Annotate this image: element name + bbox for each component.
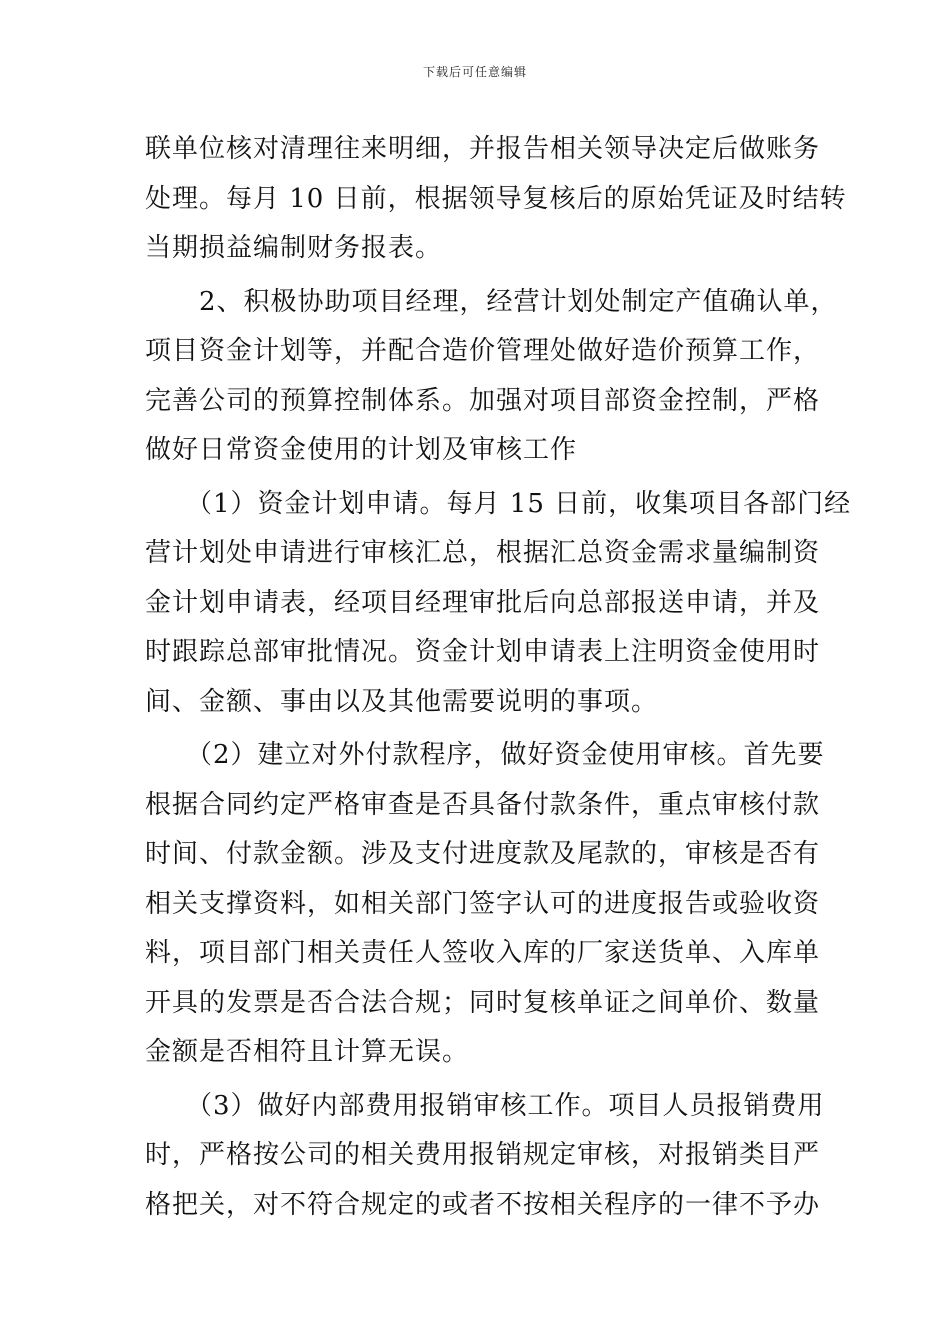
text-line: 处理。每月 10 日前，根据领导复核后的原始凭证及时结转 xyxy=(145,183,847,214)
text-line: 间、金额、事由以及其他需要说明的事项。 xyxy=(145,686,659,717)
text-line: （3）做好内部费用报销审核工作。项目人员报销费用 xyxy=(145,1090,825,1121)
text-line: （1）资金计划申请。每月 15 日前，收集项目各部门经 xyxy=(145,488,852,519)
text-line: 项目资金计划等，并配合造价管理处做好造价预算工作， xyxy=(145,336,821,366)
text-line: 2、积极协助项目经理，经营计划处制定产值确认单， xyxy=(145,286,838,317)
document-body xyxy=(145,125,852,1230)
paragraph xyxy=(145,731,825,1078)
text-line: 联单位核对清理往来明细，并报告相关领导决定后做账务 xyxy=(145,134,821,164)
text-line: （2）建立对外付款程序，做好资金使用审核。首先要 xyxy=(145,740,825,770)
paragraph xyxy=(145,278,838,476)
text-line: 料，项目部门相关责任人签收入库的厂家送货单、入库单 xyxy=(145,938,821,968)
text-line: 金额是否相符且计算无误。 xyxy=(145,1037,470,1067)
text-line: 开具的发票是否合法合规；同时复核单证之间单价、数量 xyxy=(145,987,821,1018)
paragraph xyxy=(145,125,847,274)
page-header: 下载后可任意编辑 xyxy=(422,65,527,79)
text-line: 完善公司的预算控制体系。加强对项目部资金控制，严格 xyxy=(145,385,821,416)
paragraph xyxy=(145,1082,825,1231)
text-line: 时跟踪总部审批情况。资金计划申请表上注明资金使用时 xyxy=(145,637,821,667)
text-line: 根据合同约定严格审查是否具备付款条件，重点审核付款 xyxy=(145,789,821,820)
text-line: 金计划申请表，经项目经理审批后向总部报送申请，并及 xyxy=(145,587,821,618)
text-line: 格把关，对不符合规定的或者不按相关程序的一律不予办 xyxy=(145,1189,821,1220)
text-line: 当期损益编制财务报表。 xyxy=(145,233,443,263)
text-line: 时间、付款金额。涉及支付进度款及尾款的，审核是否有 xyxy=(145,839,821,869)
text-line: 相关支撑资料，如相关部门签字认可的进度报告或验收资 xyxy=(145,888,821,919)
text-line: 营计划处申请进行审核汇总，根据汇总资金需求量编制资 xyxy=(145,538,821,568)
text-line: 时，严格按公司的相关费用报销规定审核，对报销类目严 xyxy=(145,1140,821,1170)
paragraph xyxy=(145,480,852,728)
text-line: 做好日常资金使用的计划及审核工作 xyxy=(145,435,578,465)
